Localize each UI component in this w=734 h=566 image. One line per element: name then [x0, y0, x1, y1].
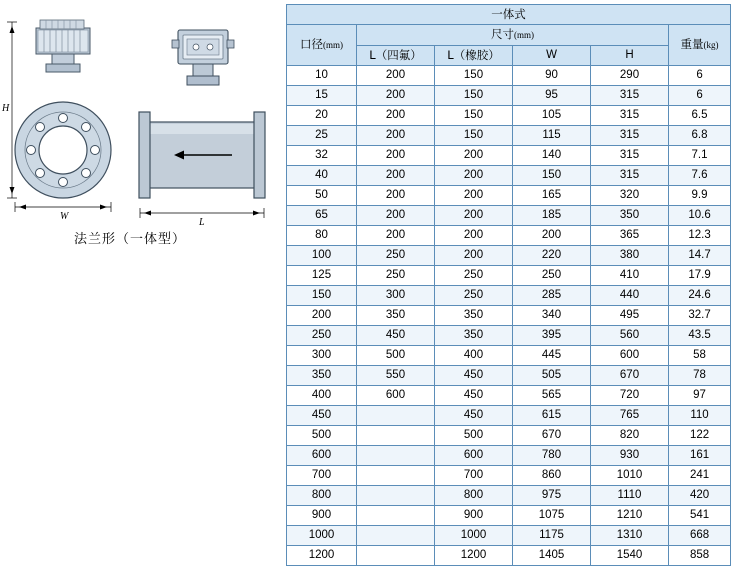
cell-l-ptfe: 450 [357, 326, 435, 346]
table-row [287, 506, 731, 526]
cell-weight: 14.7 [669, 246, 731, 266]
cell-l-rubber: 200 [435, 226, 513, 246]
cell-l-ptfe [357, 546, 435, 566]
cell-l-rubber: 150 [435, 106, 513, 126]
table-row [287, 486, 731, 506]
cell-bore: 350 [287, 366, 357, 386]
cell-bore: 700 [287, 466, 357, 486]
cell-l-ptfe: 200 [357, 206, 435, 226]
converter-head-right [172, 30, 234, 85]
cell-w: 340 [513, 306, 591, 326]
table-row [287, 286, 731, 306]
table-row [287, 206, 731, 226]
cell-h: 1010 [591, 466, 669, 486]
table-row [287, 186, 731, 206]
table-row [287, 526, 731, 546]
header-w: W [513, 46, 591, 66]
cell-h: 315 [591, 126, 669, 146]
cell-bore: 125 [287, 266, 357, 286]
cell-l-rubber: 350 [435, 326, 513, 346]
cell-weight: 122 [669, 426, 731, 446]
cell-weight: 241 [669, 466, 731, 486]
cell-l-rubber: 450 [435, 366, 513, 386]
cell-l-rubber: 450 [435, 406, 513, 426]
cell-l-ptfe [357, 506, 435, 526]
cell-l-ptfe: 200 [357, 126, 435, 146]
cell-bore: 400 [287, 386, 357, 406]
cell-h: 350 [591, 206, 669, 226]
cell-l-ptfe [357, 466, 435, 486]
cell-w: 200 [513, 226, 591, 246]
cell-l-ptfe: 200 [357, 66, 435, 86]
cell-w: 285 [513, 286, 591, 306]
cell-bore: 100 [287, 246, 357, 266]
cell-bore: 250 [287, 326, 357, 346]
cell-w: 565 [513, 386, 591, 406]
cell-weight: 161 [669, 446, 731, 466]
cell-l-ptfe [357, 406, 435, 426]
cell-weight: 12.3 [669, 226, 731, 246]
cell-weight: 24.6 [669, 286, 731, 306]
cell-h: 930 [591, 446, 669, 466]
cell-weight: 43.5 [669, 326, 731, 346]
cell-l-ptfe: 350 [357, 306, 435, 326]
cell-l-rubber: 450 [435, 386, 513, 406]
cell-l-ptfe: 550 [357, 366, 435, 386]
cell-bore: 25 [287, 126, 357, 146]
cell-w: 860 [513, 466, 591, 486]
cell-weight: 420 [669, 486, 731, 506]
cell-l-ptfe [357, 426, 435, 446]
cell-l-ptfe: 200 [357, 146, 435, 166]
cell-l-ptfe: 250 [357, 246, 435, 266]
table-body [287, 66, 731, 566]
cell-w: 95 [513, 86, 591, 106]
cell-l-rubber: 200 [435, 206, 513, 226]
cell-w: 1075 [513, 506, 591, 526]
cell-w: 670 [513, 426, 591, 446]
cell-h: 720 [591, 386, 669, 406]
cell-w: 1405 [513, 546, 591, 566]
cell-w: 1175 [513, 526, 591, 546]
cell-w: 975 [513, 486, 591, 506]
cell-l-rubber: 900 [435, 506, 513, 526]
cell-w: 780 [513, 446, 591, 466]
cell-bore: 10 [287, 66, 357, 86]
cell-l-ptfe: 200 [357, 166, 435, 186]
cell-weight: 9.9 [669, 186, 731, 206]
cell-bore: 1200 [287, 546, 357, 566]
table-row [287, 226, 731, 246]
cell-weight: 6.8 [669, 126, 731, 146]
cell-l-rubber: 150 [435, 86, 513, 106]
cell-bore: 900 [287, 506, 357, 526]
cell-weight: 668 [669, 526, 731, 546]
cell-w: 140 [513, 146, 591, 166]
cell-w: 445 [513, 346, 591, 366]
cell-l-rubber: 1000 [435, 526, 513, 546]
cell-l-rubber: 800 [435, 486, 513, 506]
flange-face-view [15, 102, 111, 198]
cell-l-ptfe [357, 486, 435, 506]
cell-h: 440 [591, 286, 669, 306]
cell-weight: 10.6 [669, 206, 731, 226]
table-row [287, 466, 731, 486]
flowmeter-drawing [0, 0, 284, 252]
table-row [287, 266, 731, 286]
table-row [287, 406, 731, 426]
cell-l-ptfe: 200 [357, 106, 435, 126]
cell-bore: 65 [287, 206, 357, 226]
cell-weight: 17.9 [669, 266, 731, 286]
cell-weight: 858 [669, 546, 731, 566]
cell-l-rubber: 200 [435, 166, 513, 186]
cell-h: 765 [591, 406, 669, 426]
header-weight: 重量(kg) [669, 25, 731, 66]
cell-h: 320 [591, 186, 669, 206]
header-l-rubber: L（橡胶） [435, 46, 513, 66]
cell-h: 495 [591, 306, 669, 326]
cell-h: 1310 [591, 526, 669, 546]
cell-w: 115 [513, 126, 591, 146]
cell-weight: 58 [669, 346, 731, 366]
cell-h: 820 [591, 426, 669, 446]
table-row [287, 426, 731, 446]
spec-table-wrapper [286, 4, 730, 566]
cell-h: 560 [591, 326, 669, 346]
dimension-label-h: H [2, 103, 10, 114]
cell-weight: 6 [669, 86, 731, 106]
cell-l-rubber: 400 [435, 346, 513, 366]
cell-bore: 32 [287, 146, 357, 166]
cell-l-ptfe: 600 [357, 386, 435, 406]
cell-w: 185 [513, 206, 591, 226]
cell-bore: 20 [287, 106, 357, 126]
cell-l-rubber: 200 [435, 146, 513, 166]
cell-bore: 80 [287, 226, 357, 246]
cell-bore: 500 [287, 426, 357, 446]
table-header [287, 5, 731, 66]
cell-l-rubber: 700 [435, 466, 513, 486]
cell-l-rubber: 1200 [435, 546, 513, 566]
cell-l-ptfe: 300 [357, 286, 435, 306]
table-title: 一体式 [287, 5, 731, 25]
cell-l-rubber: 150 [435, 66, 513, 86]
spec-table [286, 4, 731, 566]
cell-h: 670 [591, 366, 669, 386]
table-row [287, 66, 731, 86]
cell-bore: 200 [287, 306, 357, 326]
table-row [287, 106, 731, 126]
cell-l-ptfe: 500 [357, 346, 435, 366]
cell-weight: 541 [669, 506, 731, 526]
table-row [287, 326, 731, 346]
table-row [287, 146, 731, 166]
cell-weight: 7.1 [669, 146, 731, 166]
cell-w: 615 [513, 406, 591, 426]
cell-weight: 110 [669, 406, 731, 426]
cell-h: 315 [591, 166, 669, 186]
cell-l-rubber: 500 [435, 426, 513, 446]
sensor-body-side-view [139, 112, 265, 198]
header-bore: 口径(mm) [287, 25, 357, 66]
cell-bore: 300 [287, 346, 357, 366]
cell-h: 380 [591, 246, 669, 266]
header-h: H [591, 46, 669, 66]
cell-l-rubber: 150 [435, 126, 513, 146]
cell-bore: 50 [287, 186, 357, 206]
cell-l-rubber: 350 [435, 306, 513, 326]
cell-h: 600 [591, 346, 669, 366]
cell-weight: 32.7 [669, 306, 731, 326]
cell-h: 315 [591, 86, 669, 106]
cell-h: 1210 [591, 506, 669, 526]
table-row [287, 366, 731, 386]
cell-l-rubber: 250 [435, 286, 513, 306]
table-row [287, 306, 731, 326]
dimension-label-w: W [60, 211, 69, 222]
cell-w: 505 [513, 366, 591, 386]
table-row [287, 246, 731, 266]
cell-l-ptfe: 200 [357, 186, 435, 206]
product-figure [0, 0, 284, 552]
table-row [287, 346, 731, 366]
cell-bore: 800 [287, 486, 357, 506]
cell-weight: 78 [669, 366, 731, 386]
converter-head-left [36, 20, 90, 72]
header-l-ptfe: L（四氟） [357, 46, 435, 66]
cell-l-rubber: 200 [435, 186, 513, 206]
cell-h: 315 [591, 106, 669, 126]
cell-weight: 6 [669, 66, 731, 86]
cell-l-rubber: 250 [435, 266, 513, 286]
cell-w: 220 [513, 246, 591, 266]
cell-h: 290 [591, 66, 669, 86]
cell-bore: 40 [287, 166, 357, 186]
cell-weight: 97 [669, 386, 731, 406]
cell-w: 150 [513, 166, 591, 186]
cell-h: 315 [591, 146, 669, 166]
cell-bore: 150 [287, 286, 357, 306]
cell-l-ptfe: 200 [357, 226, 435, 246]
cell-bore: 600 [287, 446, 357, 466]
cell-w: 105 [513, 106, 591, 126]
cell-l-ptfe [357, 526, 435, 546]
table-row [287, 546, 731, 566]
table-row [287, 386, 731, 406]
cell-bore: 1000 [287, 526, 357, 546]
cell-w: 250 [513, 266, 591, 286]
cell-weight: 6.5 [669, 106, 731, 126]
cell-l-rubber: 600 [435, 446, 513, 466]
cell-l-ptfe: 200 [357, 86, 435, 106]
figure-caption: 法兰形（一体型） [73, 232, 186, 247]
cell-h: 1110 [591, 486, 669, 506]
cell-w: 165 [513, 186, 591, 206]
table-row [287, 86, 731, 106]
cell-w: 90 [513, 66, 591, 86]
cell-h: 365 [591, 226, 669, 246]
cell-w: 395 [513, 326, 591, 346]
cell-h: 410 [591, 266, 669, 286]
cell-l-ptfe: 250 [357, 266, 435, 286]
cell-h: 1540 [591, 546, 669, 566]
table-row [287, 446, 731, 466]
cell-bore: 450 [287, 406, 357, 426]
table-row [287, 166, 731, 186]
header-size-group: 尺寸(mm) [357, 25, 669, 46]
cell-weight: 7.6 [669, 166, 731, 186]
table-row [287, 126, 731, 146]
cell-bore: 15 [287, 86, 357, 106]
cell-l-rubber: 200 [435, 246, 513, 266]
cell-l-ptfe [357, 446, 435, 466]
dimension-label-l: L [199, 217, 205, 228]
